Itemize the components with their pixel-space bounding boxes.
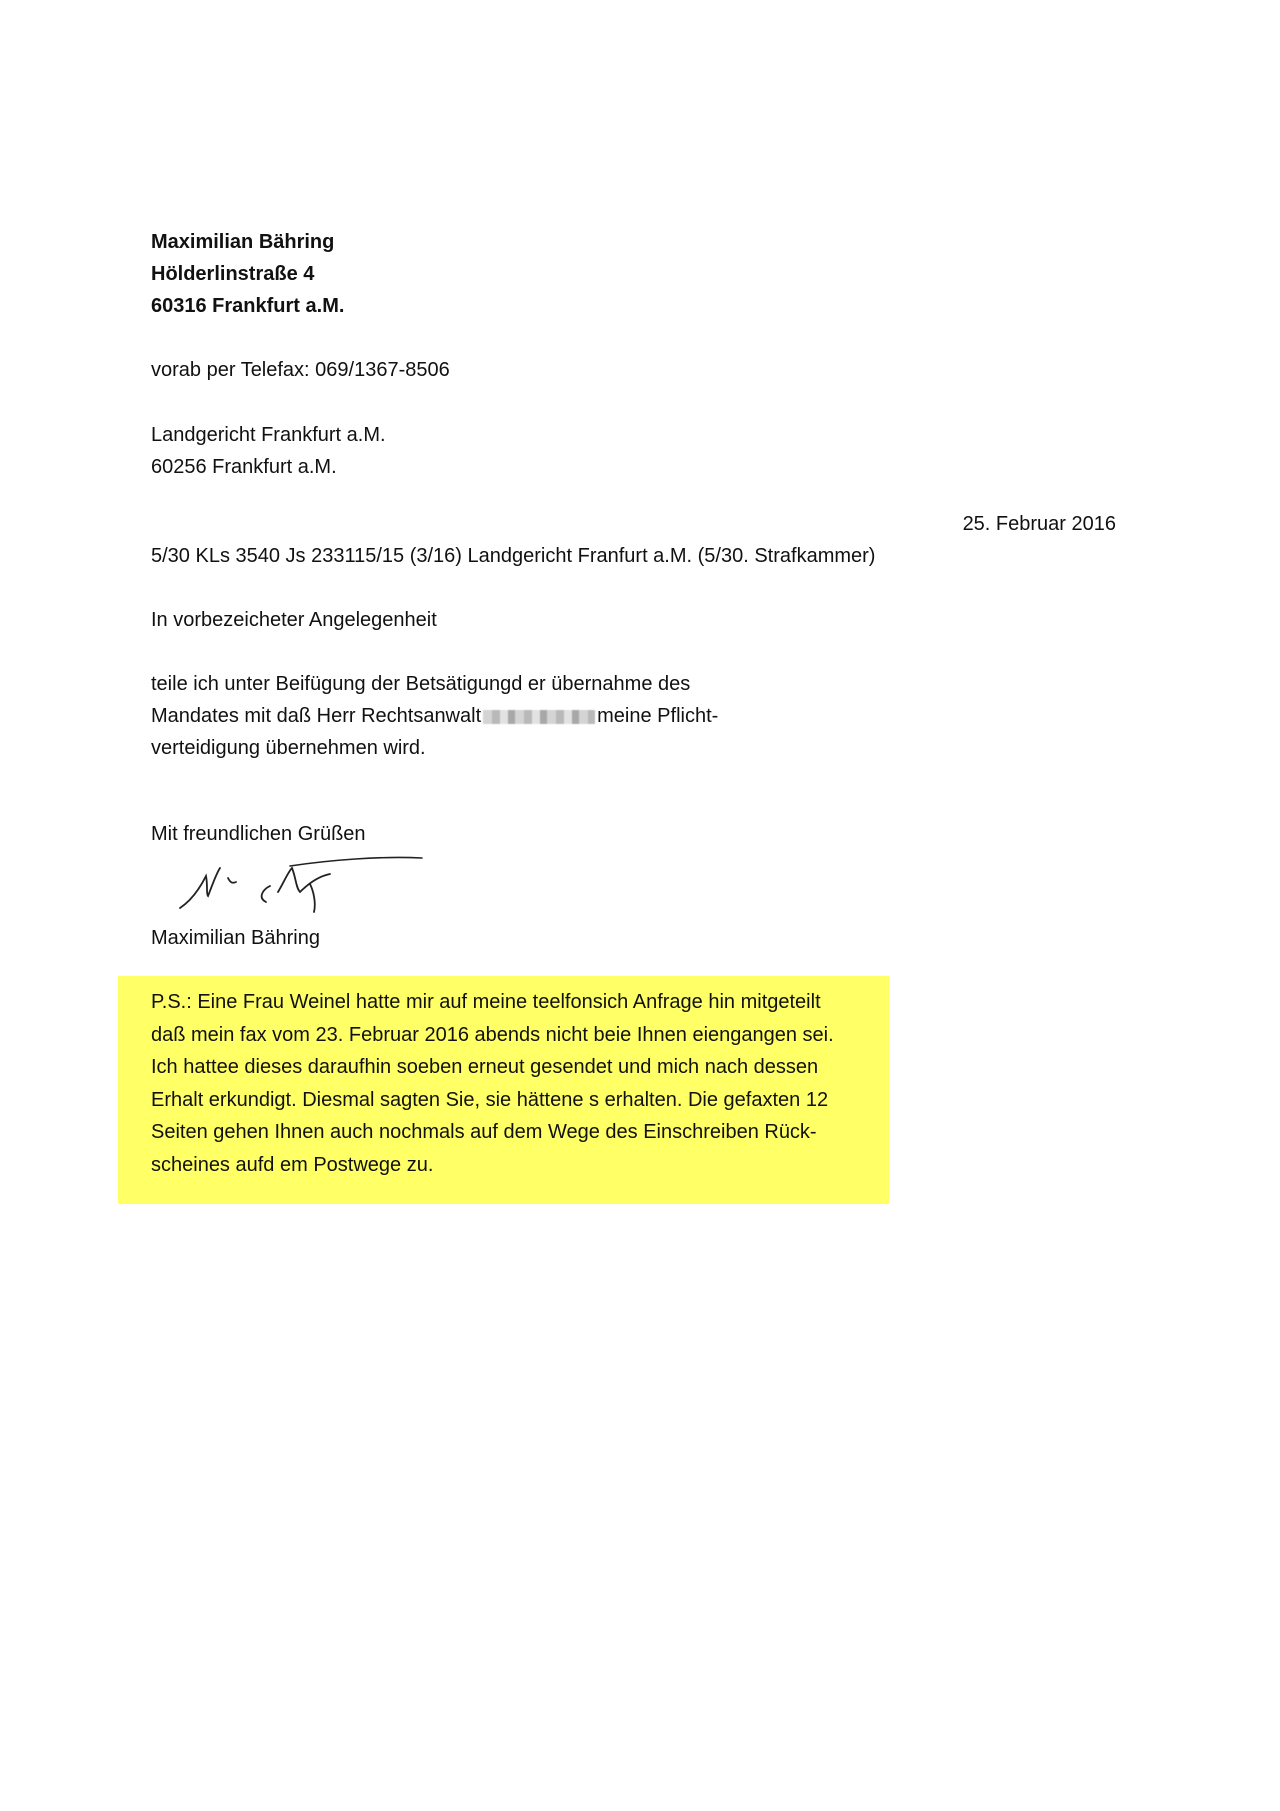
letter-date: 25. Februar 2016	[962, 513, 1116, 535]
case-reference: 5/30 KLs 3540 Js 233115/15 (3/16) Landgericht Franfurt a.M. (5/30. Strafkammer)	[151, 545, 876, 567]
sender-street: Hölderlinstraße 4	[151, 263, 315, 285]
sender-city: 60316 Frankfurt a.M.	[151, 295, 345, 317]
postscript-line: Erhalt erkundigt. Diesmal sagten Sie, sie hättene s erhalten. Die gefaxten 12	[151, 1088, 829, 1111]
redacted-name-block	[483, 710, 595, 724]
postscript-line: Ich hattee dieses daraufhin soeben erneut gesendet und mich nach dessen	[151, 1056, 819, 1078]
recipient-name: Landgericht Frankfurt a.M.	[151, 424, 386, 446]
postscript-line: scheines aufd em Postwege zu.	[151, 1153, 434, 1176]
postscript-text	[151, 986, 871, 1181]
signature-name: Maximilian Bähring	[151, 927, 320, 949]
postscript-line: daß mein fax vom 23. Februar 2016 abends nicht beie Ihnen eiengangen sei.	[151, 1023, 834, 1046]
body-line-2	[151, 700, 718, 732]
postscript-line: Seiten gehen Ihnen auch nochmals auf dem Wege des Einschreiben Rück-	[151, 1121, 817, 1143]
intro-line: In vorbezeicheter Angelegenheit	[151, 609, 437, 631]
body-line-2-end: meine Pflicht-	[597, 705, 719, 727]
handwritten-signature	[170, 852, 430, 924]
fax-line: vorab per Telefax: 069/1367-8506	[151, 359, 450, 381]
recipient-city: 60256 Frankfurt a.M.	[151, 456, 337, 478]
postscript-highlight-box	[118, 976, 889, 1204]
sender-name: Maximilian Bähring	[151, 231, 335, 253]
body-line-3: verteidigung übernehmen wird.	[151, 737, 426, 759]
postscript-line: P.S.: Eine Frau Weinel hatte mir auf meine teelfonsich Anfrage hin mitgeteilt	[151, 991, 821, 1013]
body-line-1: teile ich unter Beifügung der Betsätigungd er übernahme des	[151, 673, 691, 695]
closing-line: Mit freundlichen Grüßen	[151, 823, 366, 845]
body-line-2-start: Mandates mit daß Herr Rechtsanwalt	[151, 705, 482, 727]
